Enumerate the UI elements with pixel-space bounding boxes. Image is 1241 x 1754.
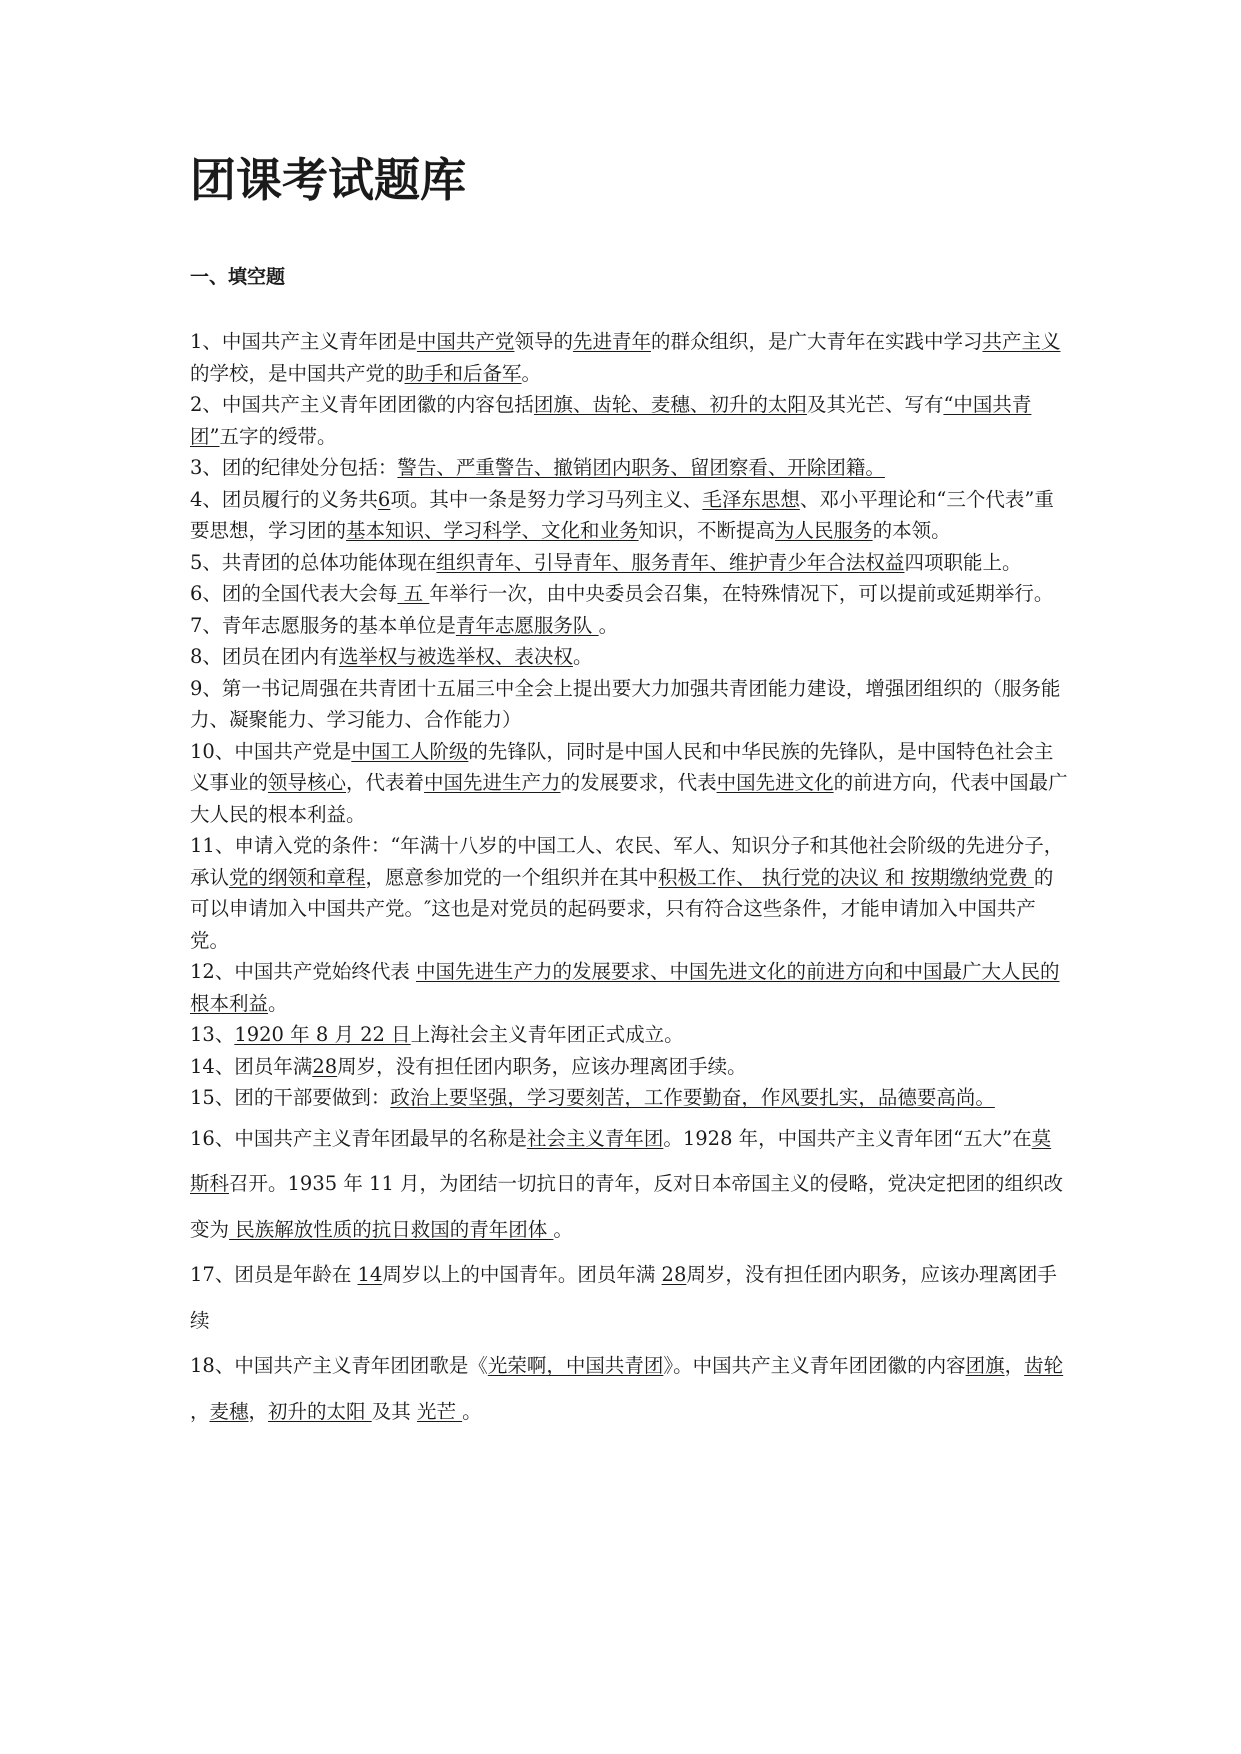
answer-blank: 民族解放性质的抗日救国的青年团体 <box>229 1217 554 1241</box>
answer-blank: 选举权与被选举权、表决权 <box>338 645 573 668</box>
question-item <box>190 326 1070 389</box>
answer-blank: 中国工人阶级 <box>351 739 469 763</box>
question-text: 的本领。 <box>872 519 951 542</box>
question-text: 。 <box>553 1217 573 1241</box>
question-text: ，代表着 <box>346 771 425 794</box>
question-item <box>190 1082 1070 1114</box>
question-item <box>190 1252 1070 1343</box>
answer-blank: 齿轮 <box>1024 1354 1064 1377</box>
question-item <box>190 673 1070 736</box>
answer-blank: 6 <box>377 487 391 511</box>
answer-blank: 14 <box>357 1263 383 1286</box>
document-title: 团课考试题库 <box>190 153 466 207</box>
question-text: 。 <box>572 645 593 668</box>
question-item <box>190 610 1070 642</box>
answer-blank: 党的纲领和章程 <box>229 865 366 889</box>
answer-blank: 团旗 <box>965 1354 1005 1377</box>
question-text: 上海社会主义青年团正式成立。 <box>410 1023 684 1046</box>
question-text: 14、团员年满 <box>190 1054 313 1078</box>
answer-blank: 1920 年 8 月 22 日 <box>234 1023 411 1046</box>
answer-blank: 先进青年 <box>572 330 651 353</box>
question-item <box>190 736 1070 831</box>
question-text: 周岁，没有担任团内职务，应该办理离团手续 <box>190 1263 1057 1332</box>
answer-blank: 基本知识、学习科学、文化和业务 <box>346 519 639 542</box>
question-text: 15、团的干部要做到： <box>190 1086 391 1109</box>
question-text: ， <box>1004 1354 1025 1377</box>
question-text: 5、共青团的总体功能体现在 <box>190 550 437 574</box>
question-item <box>190 484 1070 547</box>
question-text: 年举行一次，由中央委员会召集，在特殊情况下，可以提前或延期举行。 <box>429 582 1054 605</box>
question-text: 3、团的纪律处分包括： <box>190 456 398 479</box>
answer-blank: 团旗、齿轮、麦穗、初升的太阳 <box>533 393 807 416</box>
answer-blank: 领导核心 <box>268 771 347 794</box>
question-text: 四项职能上。 <box>904 550 1022 574</box>
question-text: 的前进方向，代表中国最广大人民的根本利益。 <box>190 771 1068 826</box>
question-text: 9、第一书记周强在共青团十五届三中全会上提出要大力加强共青团能力建设，增强团组织的（服务能力、凝聚能力、学习能力、合作能力） <box>190 676 1061 731</box>
question-text: 6、团的全国代表大会每 <box>190 582 398 605</box>
question-text: 16、中国共产主义青年团最早的名称是 <box>190 1126 527 1150</box>
question-list <box>190 326 1070 1434</box>
question-text: 召开。1935 年 11 月，为团结一切抗日的青年，反对日本帝国主义的侵略，党决定把团的组织改变为 <box>190 1172 1064 1241</box>
question-text: 。 <box>598 613 619 637</box>
question-item <box>190 578 1070 610</box>
answer-blank: “中国共青团” <box>190 393 1032 448</box>
answer-blank: 政治上要坚强，学习要刻苦，工作要勤奋，作风要扎实，品德要高尚。 <box>390 1086 995 1109</box>
question-text: 13、 <box>190 1023 235 1046</box>
question-item <box>190 1019 1070 1051</box>
question-text: 、邓小平理论和“三个代表”重要思想，学习团的 <box>190 487 1054 542</box>
answer-blank: 光芒 <box>416 1399 463 1423</box>
question-text: 17、团员是年龄在 <box>190 1263 358 1286</box>
question-item <box>190 547 1070 579</box>
answer-blank: 积极工作、 执行党的决议 和 按期缴纳党费 <box>658 865 1034 889</box>
question-item <box>190 956 1070 1019</box>
answer-blank: 共产主义 <box>982 330 1061 353</box>
question-text: ， <box>190 1399 210 1423</box>
answer-blank: 中国先进文化 <box>716 771 834 794</box>
question-text: 项。其中一条是努力学习马列主义、 <box>390 487 703 511</box>
answer-blank: 莫斯科 <box>190 1126 1052 1195</box>
answer-blank: 警告、严重警告、撤销团内职务、留团察看、开除团籍。 <box>397 456 885 479</box>
question-text: 》。中国共产主义青年团团徽的内容 <box>663 1354 966 1377</box>
answer-blank: 毛泽东思想 <box>702 487 800 511</box>
answer-blank: 为人民服务 <box>775 519 873 542</box>
question-item <box>190 1343 1070 1434</box>
question-item <box>190 389 1070 452</box>
answer-blank: 中国共产党 <box>416 330 515 353</box>
question-item <box>190 1116 1070 1253</box>
question-text: 。 <box>521 361 542 385</box>
question-text: 的先锋队，同时是中国人民和中华民族的先锋队，是中国特色社会主义事业的 <box>190 739 1054 794</box>
question-text: 的发展要求，代表 <box>560 771 717 794</box>
answer-blank: 麦穗 <box>209 1399 249 1423</box>
question-text: 及其 <box>371 1399 417 1423</box>
question-text: 4、团员履行的义务共 <box>190 487 378 511</box>
question-text: 周岁以上的中国青年。团员年满 <box>382 1263 662 1286</box>
question-text: 8、团员在团内有 <box>190 645 339 668</box>
answer-blank: 社会主义青年团 <box>526 1126 664 1150</box>
question-text: 的群众组织，是广大青年在实践中学习 <box>650 330 983 353</box>
question-text: 的可以申请加入中国共产党。″这也是对党员的起码要求，只有符合这些条件，才能申请加入中国共产党。 <box>190 865 1054 952</box>
question-text: 10、中国共产党是 <box>190 739 352 763</box>
question-text: ， <box>248 1399 269 1423</box>
question-text: 五字的绶带。 <box>219 424 337 448</box>
question-text: 。 <box>462 1399 482 1423</box>
question-text: 。 <box>268 991 288 1015</box>
question-text: 的学校，是中国共产党的 <box>190 361 405 385</box>
answer-blank: 组织青年、引导青年、服务青年、维护青少年合法权益 <box>436 550 905 574</box>
section-heading: 一、填空题 <box>190 266 286 288</box>
question-item <box>190 1051 1070 1083</box>
answer-blank: 助手和后备军 <box>404 361 522 385</box>
answer-blank: 五 <box>397 582 430 605</box>
question-text: 2、中国共产主义青年团团徽的内容包括 <box>190 393 534 416</box>
question-item <box>190 452 1070 484</box>
question-text: 12、中国共产党始终代表 <box>190 960 417 983</box>
answer-blank: 28 <box>312 1054 338 1078</box>
question-text: 11、申请入党的条件：“年满十八岁的中国工人、农民、军人、知识分子和其他社会阶级的先进分子，承认 <box>190 834 1064 889</box>
answer-blank: 初升的太阳 <box>268 1399 372 1423</box>
question-text: ，愿意参加党的一个组织并在其中 <box>365 865 659 889</box>
question-item <box>190 641 1070 673</box>
answer-blank: 28 <box>661 1263 687 1286</box>
question-text: 及其光芒、写有 <box>806 393 944 416</box>
answer-blank: 青年志愿服务队 <box>455 613 599 637</box>
question-text: 7、青年志愿服务的基本单位是 <box>190 613 456 637</box>
answer-blank: 光荣啊，中国共青团 <box>487 1354 664 1377</box>
question-text: 领导的 <box>514 330 573 353</box>
question-text: 。1928 年，中国共产主义青年团“五大”在 <box>663 1126 1032 1150</box>
question-text: 1、中国共产主义青年团是 <box>190 330 417 353</box>
question-text: 18、中国共产主义青年团团歌是《 <box>190 1354 488 1377</box>
question-item <box>190 830 1070 956</box>
answer-blank: 中国先进生产力 <box>424 771 561 794</box>
question-text: 知识，不断提高 <box>638 519 776 542</box>
question-text: 周岁，没有担任团内职务，应该办理离团手续。 <box>337 1054 747 1078</box>
answer-blank: 中国先进生产力的发展要求、中国先进文化的前进方向和中国最广大人民的根本利益 <box>190 960 1060 1015</box>
